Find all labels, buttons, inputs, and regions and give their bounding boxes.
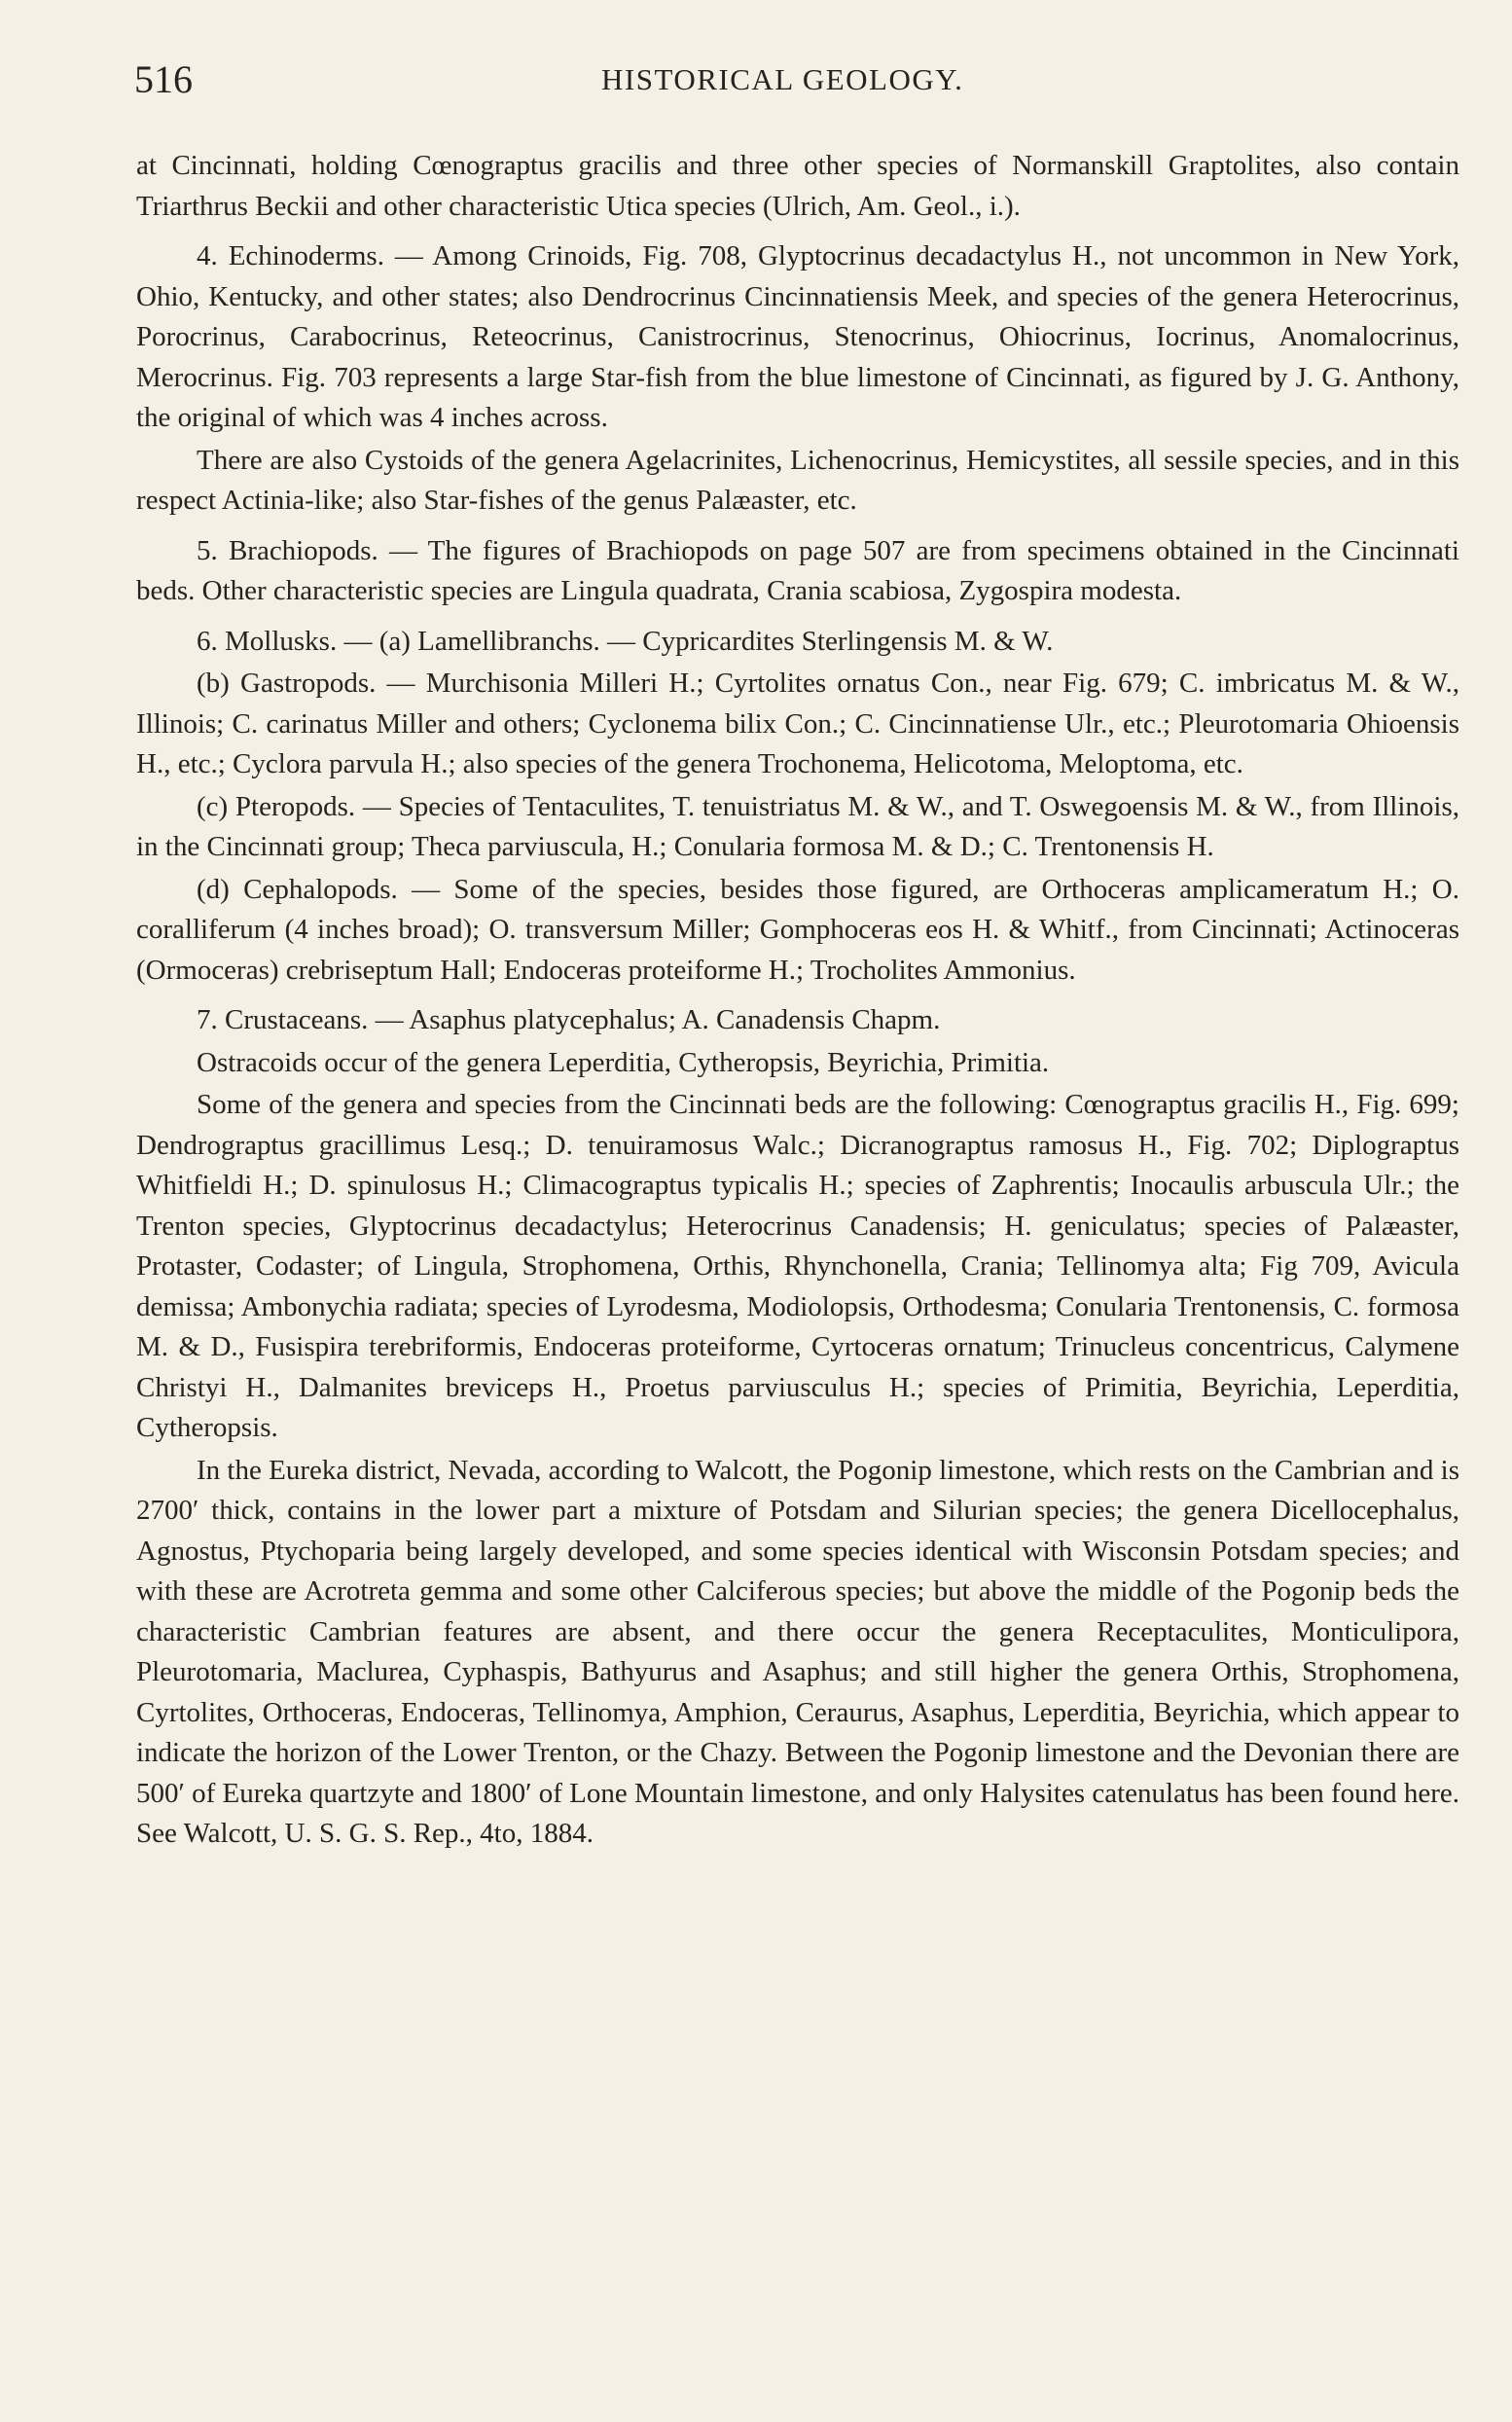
paragraph-cincinnati-species: Some of the genera and species from the Cincinnati beds are the following: Cœnograptus gracilis H., Fig. 699; Dendrograptus gracillimus Lesq.; D. tenuiramosus Walc.; Dicranograptus ramosus H., Fig. 702; Diplograptus Whitfieldi H.; D. spinulosus H.; Climacograptus typicalis H.; species of Zaphrentis; Inocaulis arbuscula Ulr.; the Trenton species, Glyptocrinus decadactylus; Heterocrinus Canadensis; H. geniculatus; species of Palæaster, Protaster, Codaster; of Lingula, Strophomena, Orthis, Rhynchonella, Crania; Tellinomya alta; Fig 709, Avicula demissa; Ambonychia radiata; species of Lyrodesma, Modiolopsis, Orthodesma; Conularia Trentonensis, C. formosa M. & D., Fusispira terebriformis, Endoceras proteiforme, Cyrtoceras ornatum; Trinucleus concentricus, Calymene Christyi H., Dalmanites breviceps H., Proetus parviusculus H.; species of Primitia, Beyrichia, Leperditia, Cytheropsis. [136,1089,1459,1443]
paragraph-gastropods: (b) Gastropods. — Murchisonia Milleri H.; Cyrtolites ornatus Con., near Fig. 679; C. imbricatus M. & W., Illinois; C. carinatus Miller and others; Cyclonema bilix Con.; C. Cincinnatiense Ulr., etc.; Pleurotomaria Ohioensis H., etc.; Cyclora parvula H.; also species of the genera Trochonema, Helicotoma, Meloptoma, etc. [136,668,1459,779]
paragraph-mollusks: 6. Mollusks. — (a) Lamellibranchs. — Cypricardites Sterlingensis M. & W. [197,625,1054,657]
paragraph-ostracoids: Ostracoids occur of the genera Leperditia, Cytheropsis, Beyrichia, Primitia. [197,1046,1050,1078]
paragraph-cystoids: There are also Cystoids of the genera Agelacrinites, Lichenocrinus, Hemicystites, all sessile species, and in this respect Actinia-like; also Star-fishes of the genus Palæaster, etc. [136,444,1459,516]
paragraph-pteropods: (c) Pteropods. — Species of Tentaculites, T. tenuistriatus M. & W., and T. Oswegoensis M. & W., from Illinois, in the Cincinnati group; Theca parviuscula, H.; Conularia formosa M. & D.; C. Trentonensis H. [136,790,1459,862]
paragraph-graptolites-continued: at Cincinnati, holding Cœnograptus gracilis and three other species of Normanskill Graptolites, also contain Triarthrus Beckii and other characteristic Utica species (Ulrich, Am. Geol., i.). [136,150,1459,222]
paragraph-brachiopods: 5. Brachiopods. — The figures of Brachiopods on page 507 are from specimens obtained in the Cincinnati beds. Other characteristic species are Lingula quadrata, Crania scabiosa, Zygospira modesta. [136,534,1459,606]
paragraph-crustaceans: 7. Crustaceans. — Asaphus platycephalus; A. Canadensis Chapm. [197,1004,941,1035]
page-number: 516 [134,57,193,101]
running-head: HISTORICAL GEOLOGY. [601,62,964,96]
paragraph-echinoderms: 4. Echinoderms. — Among Crinoids, Fig. 708, Glyptocrinus decadactylus H., not uncommon in New York, Ohio, Kentucky, and other states; also Dendrocrinus Cincinnatiensis Meek, and species of the genera Heterocrinus, Porocrinus, Carabocrinus, Reteocrinus, Canistrocrinus, Stenocrinus, Ohiocrinus, Iocrinus, Anomalocrinus, Merocrinus. Fig. 703 represents a large Star-fish from the blue limestone of Cincinnati, as figured by J. G. Anthony, the original of which was 4 inches across. [136,240,1459,433]
page-header [134,56,1458,115]
paragraph-eureka-district: In the Eureka district, Nevada, according to Walcott, the Pogonip limestone, which rests on the Cambrian and is 2700′ thick, contains in the lower part a mixture of Potsdam and Silurian species; the genera Dicellocephalus, Agnostus, Ptychoparia being largely developed, and some species identical with Wisconsin Potsdam species; and with these are Acrotreta gemma and some other Calciferous species; but above the middle of the Pogonip beds the characteristic Cambrian features are absent, and there occur the genera Receptaculites, Monticulipora, Pleurotomaria, Maclurea, Cyphaspis, Bathyurus and Asaphus; and still higher the genera Orthis, Strophomena, Cyrtolites, Orthoceras, Endoceras, Tellinomya, Amphion, Ceraurus, Asaphus, Leperditia, Beyrichia, which appear to indicate the horizon of the Lower Trenton, or the Chazy. Between the Pogonip limestone and the Devonian there are 500′ of Eureka quartzyte and 1800′ of Lone Mountain limestone, and only Halysites catenulatus has been found here. See Walcott, U. S. G. S. Rep., 4to, 1884. [136,1454,1459,1849]
body-text [136,146,1459,1857]
paragraph-cephalopods: (d) Cephalopods. — Some of the species, besides those figured, are Orthoceras amplicameratum H.; O. coralliferum (4 inches broad); O. transversum Miller; Gomphoceras eos H. & Whitf., from Cincinnati; Actinoceras (Ormoceras) crebriseptum Hall; Endoceras proteiforme H.; Trocholites Ammonius. [136,873,1459,986]
